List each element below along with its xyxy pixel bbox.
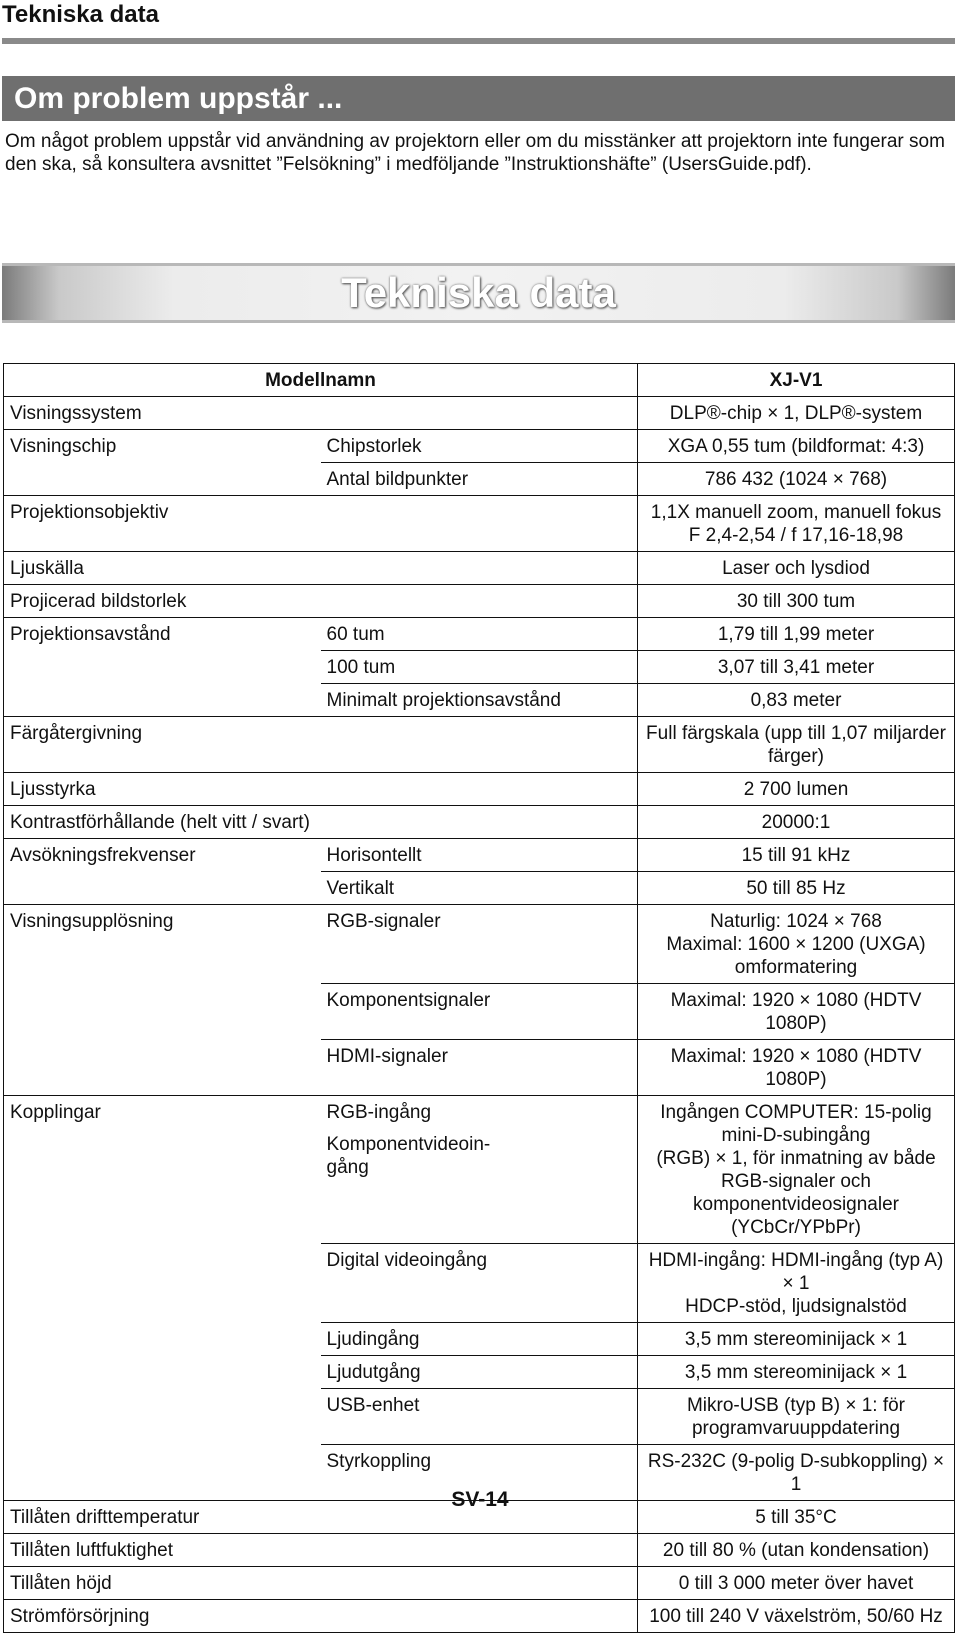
section-heading: Om problem uppstår ... (2, 76, 955, 121)
row-value: 30 till 300 tum (638, 585, 955, 618)
row-value: 1,1X manuell zoom, manuell fokus (650, 502, 942, 523)
row-sublabel: Ljudutgång (321, 1356, 638, 1389)
table-row (4, 552, 955, 585)
row-value: 5 till 35°C (638, 1501, 955, 1534)
row-value: F 2,4-2,54 / f 17,16-18,98 (688, 525, 904, 546)
table-row (4, 397, 955, 430)
table-row (4, 1323, 955, 1356)
row-value: 786 432 (1024 × 768) (638, 463, 955, 496)
row-value: 1,79 till 1,99 meter (638, 618, 955, 651)
row-sublabel: Styrkoppling (321, 1445, 638, 1501)
row-value: Ingången COMPUTER: 15-polig mini-D-subingång (660, 1102, 932, 1146)
row-label: Avsökningsfrekvenser (4, 839, 321, 872)
row-value: 0,83 meter (638, 684, 955, 717)
model-value: XJ-V1 (638, 364, 955, 397)
row-value: HDMI-ingång: HDMI-ingång (typ A) × 1 (648, 1250, 944, 1294)
row-sublabel: RGB-signaler (321, 905, 638, 984)
row-label: Visningssystem (4, 397, 638, 430)
row-label: Kontrastförhållande (helt vitt / svart) (4, 806, 638, 839)
row-sublabel: RGB-ingång (326, 1102, 432, 1123)
row-sublabel: Digital videoingång (321, 1244, 638, 1323)
row-value: Mikro-USB (typ B) × 1: för programvaruuppdatering (638, 1389, 955, 1445)
table-row (4, 1534, 955, 1567)
table-row (4, 364, 955, 397)
row-value: 20 till 80 % (utan kondensation) (638, 1534, 955, 1567)
row-label: Ljuskälla (4, 552, 638, 585)
table-row (4, 984, 955, 1040)
table-row (4, 1096, 955, 1244)
table-row (4, 1244, 955, 1323)
row-label: Tillåten drifttemperatur (4, 1501, 638, 1534)
row-value: RS-232C (9-polig D-subkoppling) × 1 (638, 1445, 955, 1501)
row-value: DLP®-chip × 1, DLP®-system (638, 397, 955, 430)
row-label: Strömförsörjning (4, 1600, 638, 1633)
model-header: Modellnamn (4, 364, 638, 397)
row-value: Maximal: 1920 × 1080 (HDTV 1080P) (638, 984, 955, 1040)
row-value: 100 till 240 V växelström, 50/60 Hz (638, 1600, 955, 1633)
row-label: Projektionsobjektiv (4, 496, 638, 552)
intro-paragraph: Om något problem uppstår vid användning av projektorn eller om du misstänker att projektorn inte fungerar som den ska, så konsultera avsnittet ”Felsökning” i medföljande ”Instruktionshäfte” (UsersGuide.pdf). (5, 131, 945, 175)
row-sublabel: 60 tum (321, 618, 638, 651)
row-label: Visningschip (4, 430, 321, 463)
table-row (4, 806, 955, 839)
table-row (4, 1389, 955, 1445)
row-value: 20000:1 (638, 806, 955, 839)
row-sublabel: Komponentvideoin- (326, 1134, 491, 1155)
table-row (4, 1356, 955, 1389)
row-value: Maximal: 1600 × 1200 (UXGA) omformatering (666, 934, 926, 978)
row-value: Naturlig: 1024 × 768 (710, 911, 882, 932)
row-sublabel: Ljudingång (321, 1323, 638, 1356)
row-value: komponentvideosignaler (YCbCr/YPbPr) (693, 1194, 899, 1238)
row-label: Färgåtergivning (4, 717, 638, 773)
table-row (4, 463, 955, 496)
table-row (4, 1567, 955, 1600)
row-sublabel: gång (326, 1157, 369, 1178)
row-value: 0 till 3 000 meter över havet (638, 1567, 955, 1600)
row-value: 3,5 mm stereominijack × 1 (638, 1356, 955, 1389)
table-row (4, 618, 955, 651)
table-row (4, 585, 955, 618)
table-row (4, 905, 955, 984)
table-row (4, 684, 955, 717)
row-sublabel: Horisontellt (321, 839, 638, 872)
row-value: HDCP-stöd, ljudsignalstöd (685, 1296, 907, 1317)
row-sublabel: Vertikalt (321, 872, 638, 905)
row-sublabel: 100 tum (321, 651, 638, 684)
row-value: 2 700 lumen (638, 773, 955, 806)
row-label: Ljusstyrka (4, 773, 638, 806)
table-row (4, 496, 955, 552)
table-row (4, 872, 955, 905)
page-number: SV-14 (451, 1488, 509, 1511)
row-label: Tillåten höjd (4, 1567, 638, 1600)
table-row (4, 839, 955, 872)
row-value: Maximal: 1920 × 1080 (HDTV 1080P) (638, 1040, 955, 1096)
row-value: Full färgskala (upp till 1,07 miljarder färger) (638, 717, 955, 773)
row-value: 3,07 till 3,41 meter (638, 651, 955, 684)
table-row (4, 1600, 955, 1633)
table-row (4, 430, 955, 463)
row-value: 50 till 85 Hz (638, 872, 955, 905)
row-label: Visningsupplösning (4, 905, 321, 984)
row-label: Projicerad bildstorlek (4, 585, 638, 618)
header-divider (2, 38, 955, 44)
row-label: Tillåten luftfuktighet (4, 1534, 638, 1567)
row-value: 15 till 91 kHz (638, 839, 955, 872)
spec-table (3, 363, 955, 1633)
table-row (4, 717, 955, 773)
spec-title: Tekniska data (341, 269, 616, 316)
row-value: (RGB) × 1, för inmatning av både RGB-signaler och (656, 1148, 936, 1192)
row-sublabel: Chipstorlek (321, 430, 638, 463)
row-label: Kopplingar (4, 1096, 321, 1244)
row-value: XGA 0,55 tum (bildformat: 4:3) (638, 430, 955, 463)
table-row (4, 651, 955, 684)
row-sublabel: USB-enhet (321, 1389, 638, 1445)
page-header-title: Tekniska data (2, 1, 159, 28)
row-sublabel: Komponentsignaler (321, 984, 638, 1040)
row-value: Laser och lysdiod (638, 552, 955, 585)
table-row (4, 1040, 955, 1096)
row-sublabel: HDMI-signaler (321, 1040, 638, 1096)
table-row (4, 773, 955, 806)
row-sublabel: Antal bildpunkter (321, 463, 638, 496)
row-label: Projektionsavstånd (4, 618, 321, 651)
row-value: 3,5 mm stereominijack × 1 (638, 1323, 955, 1356)
spec-title-banner (2, 263, 955, 323)
row-sublabel: Minimalt projektionsavstånd (321, 684, 638, 717)
